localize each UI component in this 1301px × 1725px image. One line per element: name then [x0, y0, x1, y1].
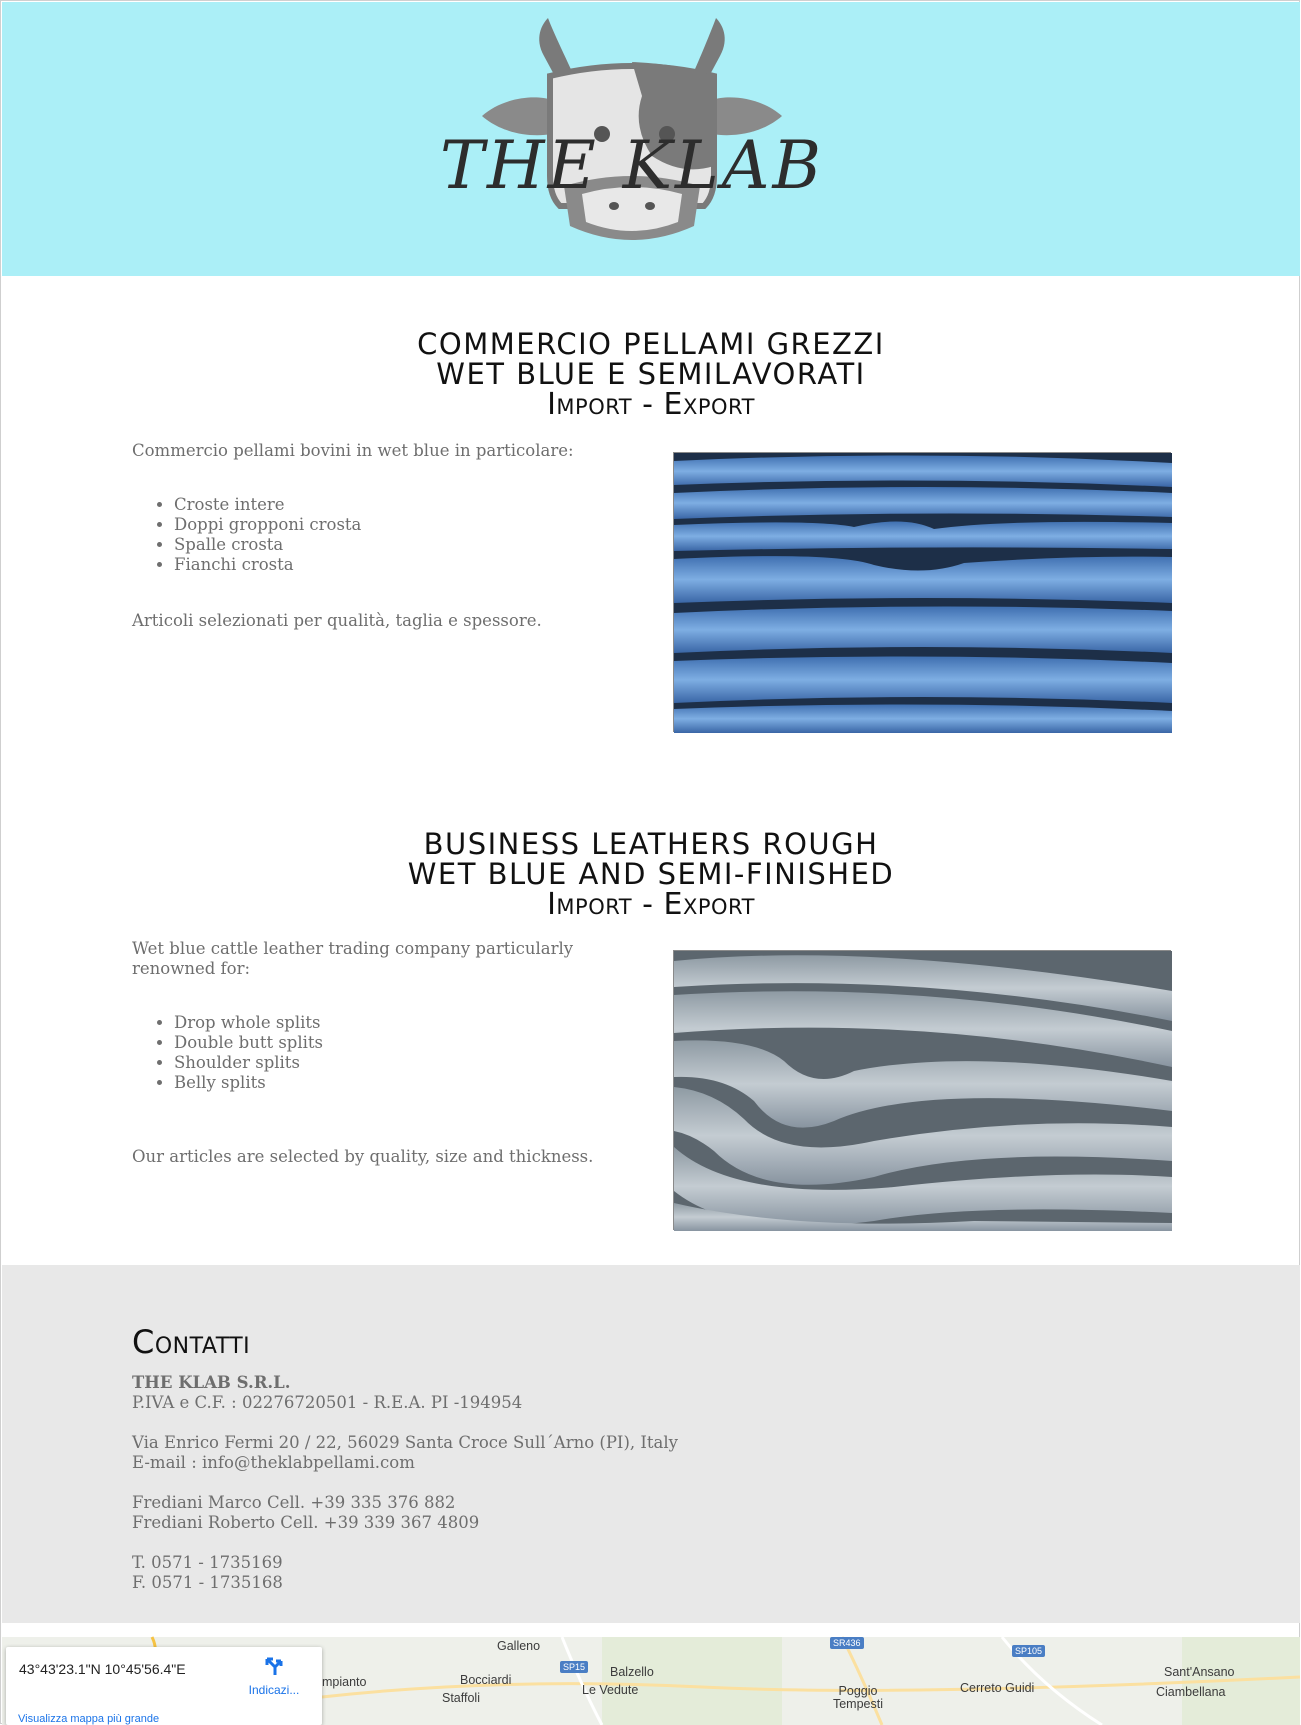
contact-person-2: Frediani Roberto Cell. +39 339 367 4809 — [132, 1513, 480, 1532]
the-klab-logo[interactable] — [439, 16, 825, 266]
map-place-ciambellana: Ciambellana — [1156, 1685, 1226, 1699]
map-place-staffoli: Staffoli — [442, 1691, 480, 1705]
section-en-title-line1: BUSINESS LEATHERS ROUGH — [423, 827, 879, 861]
logo-text: THE KLAB — [439, 127, 825, 204]
semi-finished-leather-photo — [673, 950, 1171, 1230]
bigger-map-link[interactable]: Visualizza mappa più grande — [18, 1713, 160, 1725]
map-place-bocciardi: Bocciardi — [460, 1673, 512, 1687]
map-place-le-vedute: Le Vedute — [582, 1683, 639, 1697]
map-place-cerreto-guidi: Cerreto Guidi — [960, 1681, 1035, 1695]
list-item: • Fianchi crosta — [174, 555, 642, 575]
map-place-sant-ansano: Sant'Ansano — [1164, 1665, 1235, 1679]
list-item: • Croste intere — [174, 495, 642, 515]
company-name: THE KLAB S.R.L. — [132, 1373, 291, 1392]
road-badge-sp15: SP15 — [560, 1661, 588, 1673]
road-badge-sp105: SP105 — [1012, 1645, 1045, 1657]
directions-icon — [263, 1655, 285, 1677]
section-en-text — [132, 939, 642, 1167]
contacts-info — [132, 1373, 678, 1593]
site-header — [2, 2, 1300, 276]
list-item: • Spalle crosta — [174, 535, 642, 555]
map-info-card — [6, 1647, 322, 1725]
section-en-outro: Our articles are selected by quality, size and thickness. — [132, 1147, 594, 1166]
section-it-title — [1, 329, 1301, 421]
map-place-galleno: Galleno — [497, 1639, 541, 1653]
wet-blue-leather-photo — [673, 452, 1171, 732]
list-item: • Drop whole splits — [174, 1013, 642, 1033]
map-place-partial: mpianto — [322, 1675, 367, 1689]
road-badge-sr436: SR436 — [830, 1637, 864, 1649]
section-en-title — [1, 829, 1301, 921]
vat-number: P.IVA e C.F. : 02276720501 - R.E.A. PI -194954 — [132, 1393, 523, 1412]
section-it-text — [132, 441, 642, 631]
section-it-title-line3: Import - Export — [547, 387, 755, 422]
location-map[interactable] — [2, 1637, 1300, 1725]
section-en-intro: Wet blue cattle leather trading company particularly renowned for: — [132, 939, 574, 978]
section-it-intro: Commercio pellami bovini in wet blue in particolare: — [132, 441, 574, 460]
section-it-title-line1: COMMERCIO PELLAMI GREZZI — [417, 327, 885, 361]
contact-person-1: Frediani Marco Cell. +39 335 376 882 — [132, 1493, 456, 1512]
directions-button[interactable] — [242, 1655, 306, 1697]
directions-label: Indicazi... — [248, 1683, 300, 1697]
section-en-title-line3: Import - Export — [547, 887, 755, 922]
map-place-balzello: Balzello — [610, 1665, 654, 1679]
list-item: • Doppi gropponi crosta — [174, 515, 642, 535]
map-place-poggio-tempesti: Poggio Tempesti — [832, 1684, 884, 1711]
section-it-title-line2: WET BLUE E SEMILAVORATI — [436, 357, 866, 391]
email[interactable]: E-mail : info@theklabpellami.com — [132, 1453, 415, 1472]
section-it-outro: Articoli selezionati per qualità, taglia e spessore. — [132, 611, 542, 630]
phone: T. 0571 - 1735169 — [132, 1553, 283, 1572]
address: Via Enrico Fermi 20 / 22, 56029 Santa Croce Sull´Arno (PI), Italy — [132, 1433, 678, 1452]
section-it-list — [174, 495, 642, 575]
list-item: • Shoulder splits — [174, 1053, 642, 1073]
list-item: • Double butt splits — [174, 1033, 642, 1053]
map-coordinates: 43°43'23.1"N 10°45'56.4"E — [19, 1661, 186, 1677]
fax: F. 0571 - 1735168 — [132, 1573, 283, 1592]
section-en-title-line2: WET BLUE AND SEMI-FINISHED — [407, 857, 895, 891]
contacts-title: Contatti — [132, 1323, 251, 1361]
list-item: • Belly splits — [174, 1073, 642, 1093]
contacts-section — [2, 1265, 1300, 1623]
section-en-list — [174, 1013, 642, 1093]
